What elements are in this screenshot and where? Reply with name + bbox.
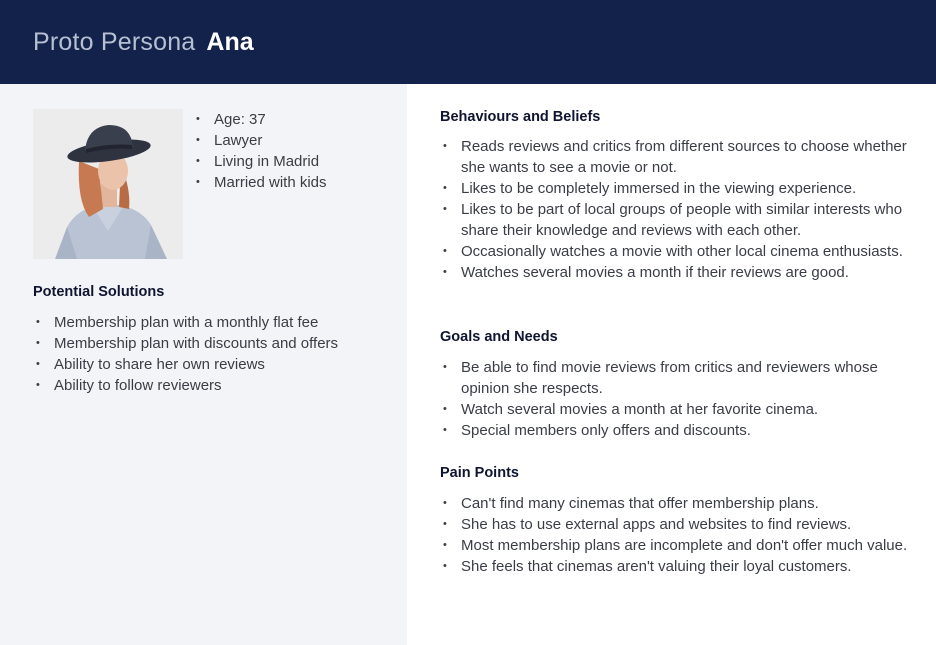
right-panel [407,84,936,645]
list-item: • Occasionally watches a movie with other local cinema enthusiasts. [440,241,910,262]
potential-solutions-heading: Potential Solutions [33,284,165,300]
potential-solutions-list [33,312,393,396]
list-item: • Ability to follow reviewers [33,375,393,396]
list-item: • Be able to find movie reviews from critics and reviewers whose opinion she respects. [440,357,910,399]
list-item: • Can't find many cinemas that offer membership plans. [440,493,910,514]
list-item: • Likes to be part of local groups of people with similar interests who share their knowledge and reviews with each other. [440,199,910,241]
list-item: • She feels that cinemas aren't valuing their loyal customers. [440,556,910,577]
list-item: • Ability to share her own reviews [33,354,393,375]
persona-fact: • Married with kids [193,172,393,193]
persona-name: Ana [206,27,254,56]
persona-fact: • Age: 37 [193,109,393,130]
list-item: • She has to use external apps and websites to find reviews. [440,514,910,535]
behaviours-heading: Behaviours and Beliefs [440,109,601,125]
list-item: • Reads reviews and critics from different sources to choose whether she wants to see a movie or not. [440,136,910,178]
list-item: • Most membership plans are incomplete and don't offer much value. [440,535,910,556]
persona-photo [33,109,183,259]
pain-points-heading: Pain Points [440,465,519,481]
left-panel [0,84,407,645]
list-item: • Watch several movies a month at her favorite cinema. [440,399,910,420]
header-label: Proto Persona [33,27,196,56]
page-header [0,0,936,84]
list-item: • Likes to be completely immersed in the viewing experience. [440,178,910,199]
persona-fact: • Living in Madrid [193,151,393,172]
persona-fact: • Lawyer [193,130,393,151]
list-item: • Membership plan with a monthly flat fee [33,312,393,333]
list-item: • Membership plan with discounts and offers [33,333,393,354]
pain-points-list [440,493,910,577]
persona-portrait-image [33,109,183,259]
behaviours-list [440,136,910,283]
goals-list [440,357,910,441]
list-item: • Special members only offers and discounts. [440,420,910,441]
list-item: • Watches several movies a month if their reviews are good. [440,262,910,283]
persona-facts-list [193,109,393,193]
goals-heading: Goals and Needs [440,329,558,345]
